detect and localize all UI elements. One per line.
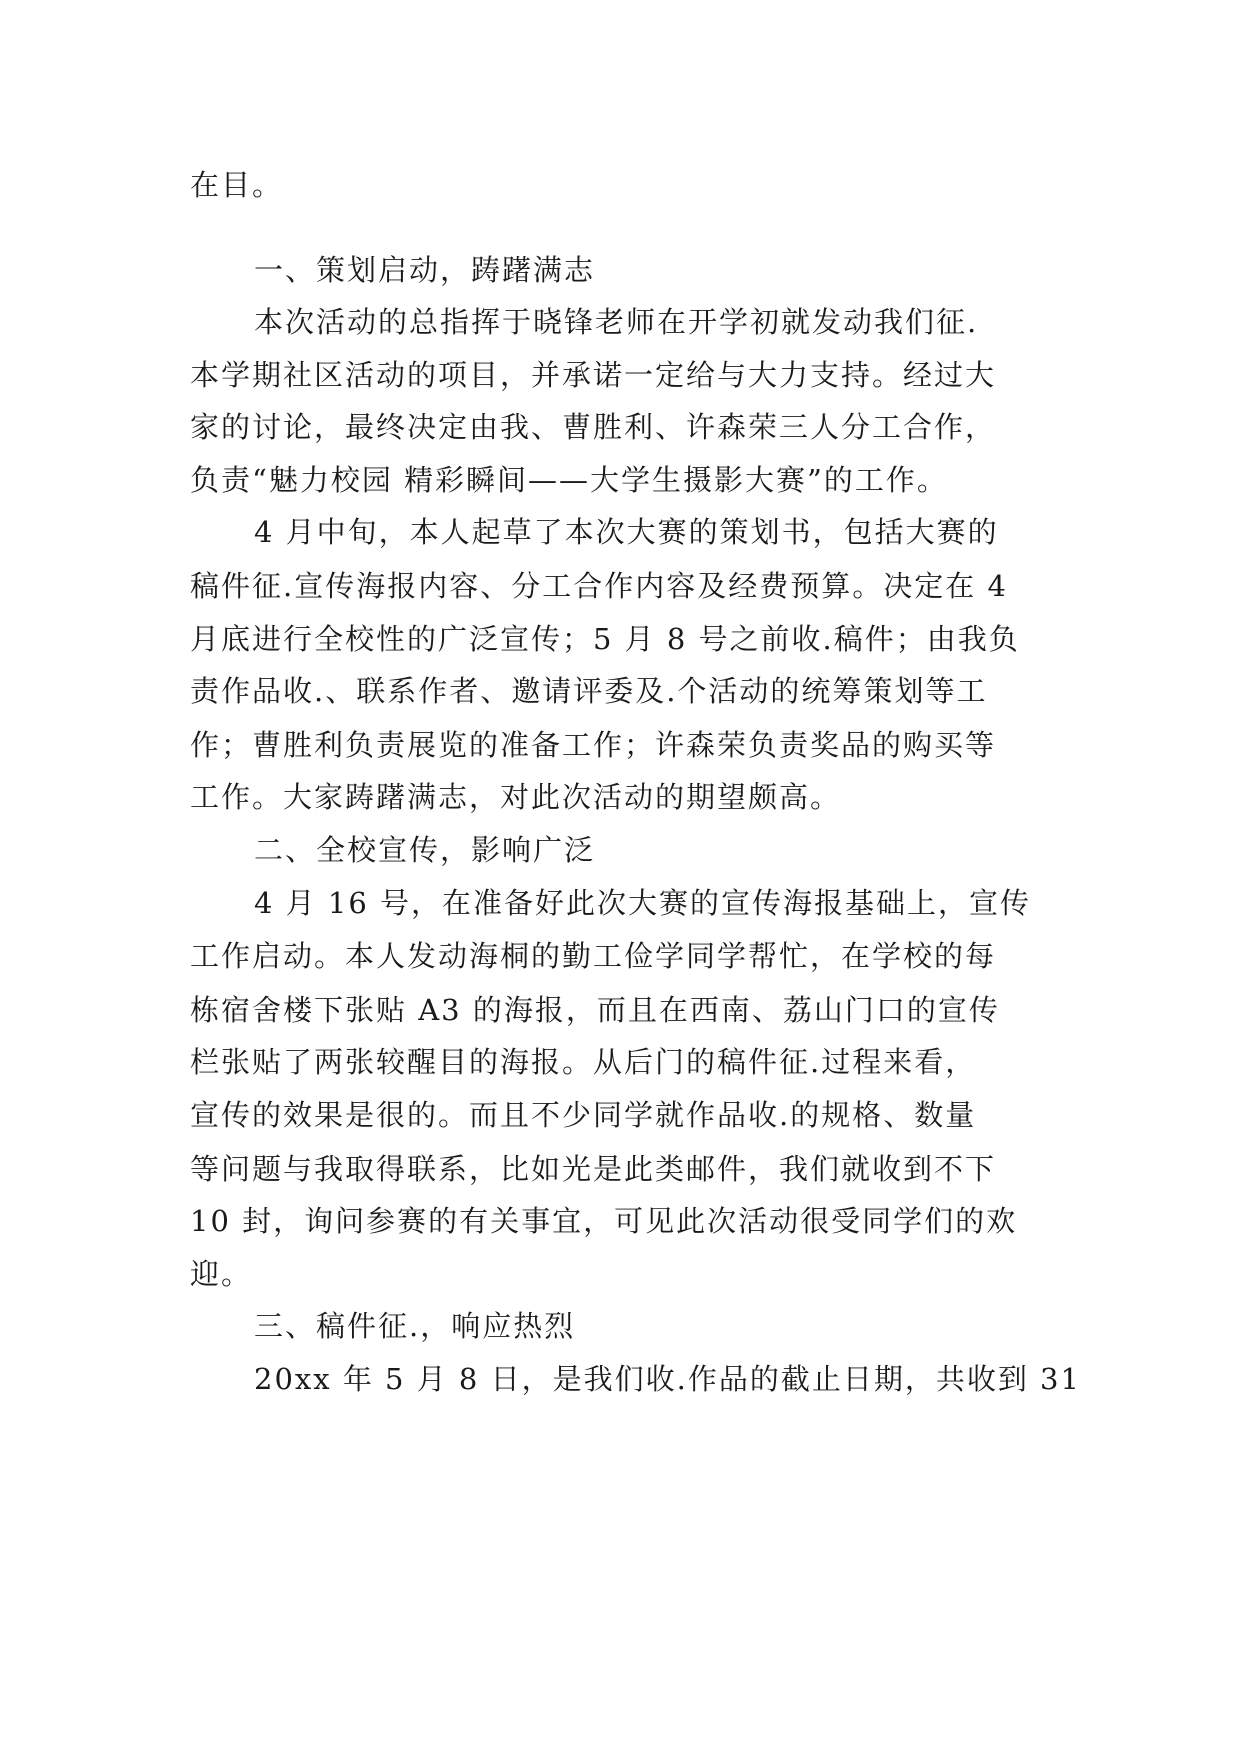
paragraph-line: 20xx 年 5 月 8 日，是我们收.作品的截止日期，共收到 31 xyxy=(254,1362,1081,1396)
paragraph-line: 宣传的效果是很的。而且不少同学就作品收.的规格、数量 xyxy=(190,1098,977,1132)
paragraph-line: 4 月 16 号，在准备好此次大赛的宣传海报基础上，宣传 xyxy=(254,886,1032,920)
section-heading: 二、全校宣传，影响广泛 xyxy=(254,833,596,867)
paragraph-line: 10 封，询问参赛的有关事宜，可见此次活动很受同学们的欢 xyxy=(190,1204,1018,1238)
paragraph-line: 工作启动。本人发动海桐的勤工俭学同学帮忙，在学校的每 xyxy=(190,939,997,973)
section-heading: 三、稿件征.，响应热烈 xyxy=(254,1309,576,1343)
paragraph-line: 负责“魅力校园 精彩瞬间——大学生摄影大赛”的工作。 xyxy=(190,463,948,497)
paragraph-line: 作；曹胜利负责展览的准备工作；许森荣负责奖品的购买等 xyxy=(190,728,997,762)
paragraph-line: 工作。大家踌躇满志，对此次活动的期望颇高。 xyxy=(190,780,842,814)
paragraph-line: 迎。 xyxy=(190,1257,253,1291)
paragraph-line: 本学期社区活动的项目，并承诺一定给与大力支持。经过大 xyxy=(190,358,997,392)
paragraph-line: 责作品收.、联系作者、邀请评委及.个活动的统筹策划等工 xyxy=(190,674,988,708)
section-heading: 一、策划启动，踌躇满志 xyxy=(254,253,596,287)
paragraph-line: 栏张贴了两张较醒目的海报。从后门的稿件征.过程来看， xyxy=(190,1045,977,1079)
paragraph-line: 栋宿舍楼下张贴 A3 的海报，而且在西南、荔山门口的宣传 xyxy=(190,993,1000,1027)
text-line: 在目。 xyxy=(190,168,284,202)
paragraph-line: 等问题与我取得联系，比如光是此类邮件，我们就收到不下 xyxy=(190,1152,997,1186)
paragraph-line: 4 月中旬，本人起草了本次大赛的策划书，包括大赛的 xyxy=(254,515,999,549)
paragraph-line: 家的讨论，最终决定由我、曹胜利、许森荣三人分工合作， xyxy=(190,410,997,444)
paragraph-line: 本次活动的总指挥于晓锋老师在开学初就发动我们征. xyxy=(254,305,979,339)
paragraph-line: 稿件征.宣传海报内容、分工合作内容及经费预算。决定在 4 xyxy=(190,569,1008,603)
paragraph-line: 月底进行全校性的广泛宣传；5 月 8 号之前收.稿件；由我负 xyxy=(190,622,1020,656)
